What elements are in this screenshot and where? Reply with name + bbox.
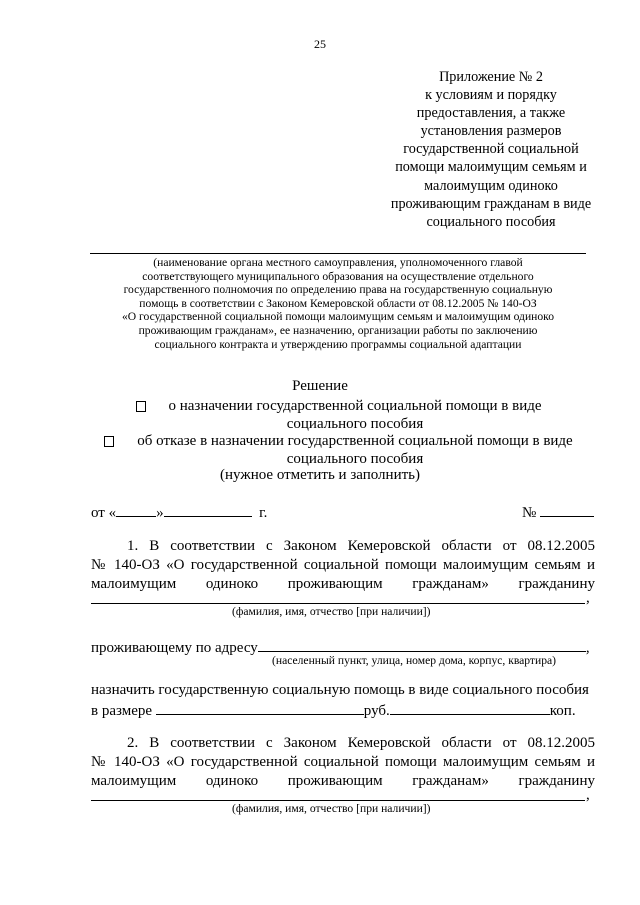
appendix-line: проживающим гражданам в виде (390, 195, 592, 212)
appendix-line: государственной социальной (403, 141, 579, 158)
date-from-label: от « (91, 505, 117, 521)
citizen-name-field-2[interactable] (91, 786, 585, 801)
appendix-line: Приложение № 2 (439, 69, 543, 85)
kop-field[interactable] (390, 701, 550, 715)
citizen-name-caption-1: (фамилия, имя, отчество [при наличии]) (232, 605, 431, 618)
rub-label: руб. (363, 703, 390, 719)
assign-text: назначить государственную социальную помощь в виде социального пособия (91, 682, 589, 698)
comma: , (586, 787, 590, 803)
org-caption-line: (наименование органа местного самоуправления, уполномоченного главой (153, 256, 523, 269)
option-assign-line: социального пособия (286, 416, 424, 432)
paragraph-2 (91, 734, 595, 791)
option-refuse-line: социального пособия (286, 451, 424, 467)
option-assign (150, 397, 560, 433)
citizen-name-field-1[interactable] (91, 589, 585, 604)
rub-field[interactable] (156, 701, 364, 715)
appendix-line: установления размеров (420, 123, 562, 140)
number-field[interactable] (540, 503, 594, 517)
date-line (91, 503, 267, 522)
option-assign-line: о назначении государственной социальной помощи в виде (168, 398, 542, 414)
month-field[interactable] (164, 503, 252, 517)
amount-label: в размере (91, 703, 153, 719)
para1-row: 1. В соответствии с Законом Кемеровской области от 08.12.2005 (127, 538, 595, 554)
appendix-line: помощи малоимущим семьям и (395, 159, 587, 176)
option-refuse (120, 432, 590, 468)
date-mid: » (156, 505, 164, 521)
appendix-line: к условиям и порядку (425, 87, 557, 104)
option-refuse-line: об отказе в назначении государственной социальной помощи в виде (137, 433, 573, 449)
appendix-line: социального пособия (426, 213, 556, 230)
checkbox-assign[interactable] (136, 401, 146, 412)
para1-row: № 140-ОЗ «О государственной социальной помощи малоимущим семьям и (91, 557, 595, 573)
appendix-line: предоставления, а также (416, 105, 566, 122)
number-label: № (522, 505, 537, 521)
comma: , (585, 640, 590, 656)
page-number: 25 (314, 37, 326, 51)
address-caption: (населенный пункт, улица, номер дома, корпус, квартира) (272, 654, 557, 667)
para2-row: малоимущим одиноко проживающим гражданам» гражданину (91, 773, 595, 789)
kop-label: коп. (549, 703, 576, 719)
appendix-header (378, 68, 604, 231)
appendix-line: малоимущим одиноко (424, 177, 558, 194)
address-label: проживающему по адресу (91, 640, 258, 656)
paragraph-1 (91, 537, 595, 594)
org-caption-line: помощь в соответствии с Законом Кемеровской области от 08.12.2005 № 140-ОЗ (139, 296, 537, 310)
org-caption-line: соответствующего муниципального образования на осуществление отдельного (142, 269, 534, 283)
comma: , (586, 590, 590, 606)
number-line (522, 503, 594, 522)
checkbox-refuse[interactable] (104, 436, 114, 447)
org-caption-line: государственного полномочия по определению права на государственную социальную (123, 283, 553, 297)
day-field[interactable] (116, 503, 156, 517)
org-name-field[interactable] (90, 253, 586, 254)
para1-row: малоимущим одиноко проживающим гражданам» гражданину (91, 576, 595, 592)
org-caption-line: проживающим гражданам», ее назначению, организации работы по заключению (138, 323, 538, 337)
instruction: (нужное отметить и заполнить) (220, 467, 420, 483)
para2-row: № 140-ОЗ «О государственной социальной помощи малоимущим семьям и (91, 754, 595, 770)
org-caption-line: социального контракта и утверждению программы социальной адаптации (154, 337, 522, 351)
org-caption-line: «О государственной социальной помощи малоимущим семьям и малоимущим одиноко (121, 310, 555, 324)
amount-line (91, 701, 576, 720)
address-field[interactable] (258, 638, 586, 652)
decision-title: Решение (292, 378, 348, 394)
org-name-caption (90, 256, 586, 351)
citizen-name-caption-2: (фамилия, имя, отчество [при наличии]) (232, 802, 431, 815)
year-label: г. (259, 505, 268, 521)
para2-row: 2. В соответствии с Законом Кемеровской области от 08.12.2005 (127, 735, 595, 751)
